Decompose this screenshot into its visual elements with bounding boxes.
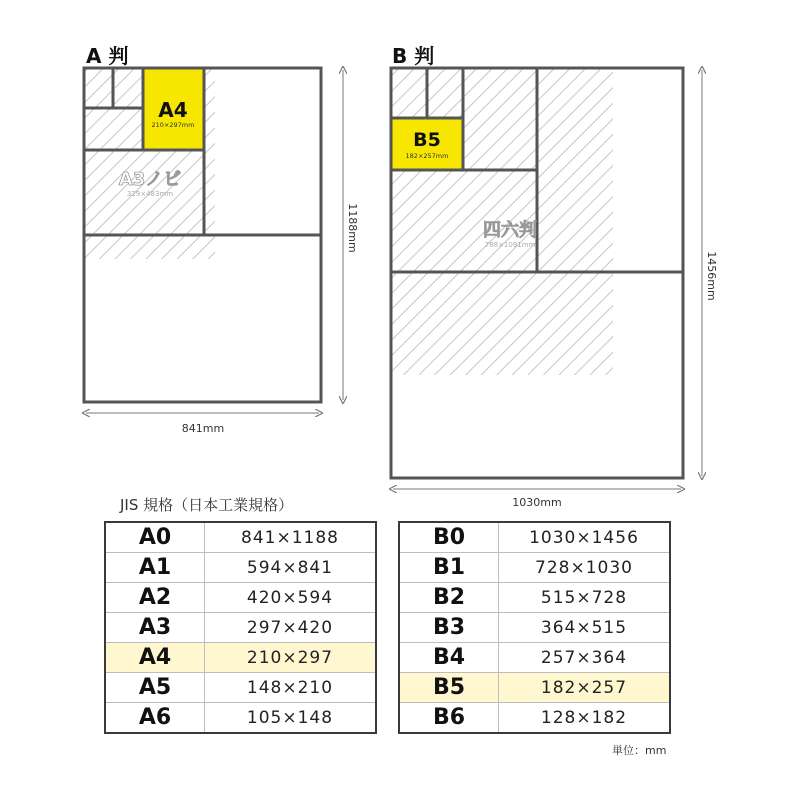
standard-caption: JIS 規格（日本工業規格） bbox=[120, 496, 294, 514]
b-table-row bbox=[399, 673, 670, 703]
b-table-row bbox=[399, 613, 670, 643]
a3-nobi-size-note: 329×483mm bbox=[126, 190, 174, 198]
a-table-row bbox=[105, 613, 376, 643]
a-size-code: A3 bbox=[105, 613, 205, 643]
b-table-row bbox=[399, 553, 670, 583]
a-table-row bbox=[105, 553, 376, 583]
a-table-row bbox=[105, 583, 376, 613]
a-table-row bbox=[105, 703, 376, 734]
b-size-table bbox=[398, 521, 671, 734]
unit-note: 単位：mm bbox=[612, 744, 667, 757]
a-width-label: 841mm bbox=[181, 422, 225, 435]
a-size-code: A4 bbox=[105, 643, 205, 673]
b-series-diagram bbox=[391, 68, 718, 509]
a-size-code: A2 bbox=[105, 583, 205, 613]
a4-label: A4 bbox=[158, 98, 188, 122]
b-size-code: B1 bbox=[399, 553, 499, 583]
b-size-dimensions: 364×515 bbox=[499, 613, 671, 643]
a-size-code: A6 bbox=[105, 703, 205, 734]
a-size-dimensions: 105×148 bbox=[246, 707, 334, 728]
b-table-row bbox=[399, 522, 670, 553]
a-size-code: A1 bbox=[105, 553, 205, 583]
b-size-code: B0 bbox=[399, 522, 499, 553]
b-size-dimensions: 257×364 bbox=[499, 643, 671, 673]
b-height-label: 1456mm bbox=[705, 251, 718, 301]
shiroku-label: 四六判 bbox=[483, 220, 537, 241]
b-size-code: B3 bbox=[399, 613, 499, 643]
a-size-code: A0 bbox=[105, 522, 205, 553]
b-size-code: B6 bbox=[399, 703, 499, 734]
b-size-dimensions: 128×182 bbox=[540, 707, 628, 728]
b-size-code: B2 bbox=[399, 583, 499, 613]
b-table-row bbox=[399, 643, 670, 673]
a-size-dimensions: 148×210 bbox=[205, 673, 377, 703]
b-size-dimensions: 515×728 bbox=[499, 583, 671, 613]
b-size-dimensions: 1030×1456 bbox=[499, 522, 671, 553]
a-table-row bbox=[105, 522, 376, 553]
a-size-dimensions: 297×420 bbox=[205, 613, 377, 643]
b-size-code: B4 bbox=[399, 643, 499, 673]
b-series-title: B 判 bbox=[392, 44, 435, 68]
a-series-diagram bbox=[84, 68, 359, 435]
a-height-label: 1188mm bbox=[346, 203, 359, 253]
a-table-row bbox=[105, 643, 376, 673]
a-table-row bbox=[105, 673, 376, 703]
b5-size-note: 182×257mm bbox=[405, 152, 449, 160]
b-width-label: 1030mm bbox=[512, 496, 562, 509]
b-table-row bbox=[399, 583, 670, 613]
b-table-row bbox=[399, 703, 670, 734]
a-size-dimensions: 420×594 bbox=[205, 583, 377, 613]
shiroku-size-note: 788×1091mm bbox=[484, 241, 536, 249]
b-size-dimensions: 728×1030 bbox=[499, 553, 671, 583]
a-size-dimensions: 841×1188 bbox=[205, 522, 377, 553]
a-series-title: A 判 bbox=[86, 44, 129, 68]
a4-size-note: 210×297mm bbox=[151, 121, 195, 129]
b5-label: B5 bbox=[413, 129, 441, 151]
a-size-table bbox=[104, 521, 377, 734]
a3-nobi-label: A3ノビ bbox=[118, 169, 182, 190]
b-size-code: B5 bbox=[399, 673, 499, 703]
a-size-code: A5 bbox=[105, 673, 205, 703]
b-size-dimensions: 182×257 bbox=[499, 673, 671, 703]
a-size-dimensions: 594×841 bbox=[205, 553, 377, 583]
a-size-dimensions: 210×297 bbox=[205, 643, 377, 673]
